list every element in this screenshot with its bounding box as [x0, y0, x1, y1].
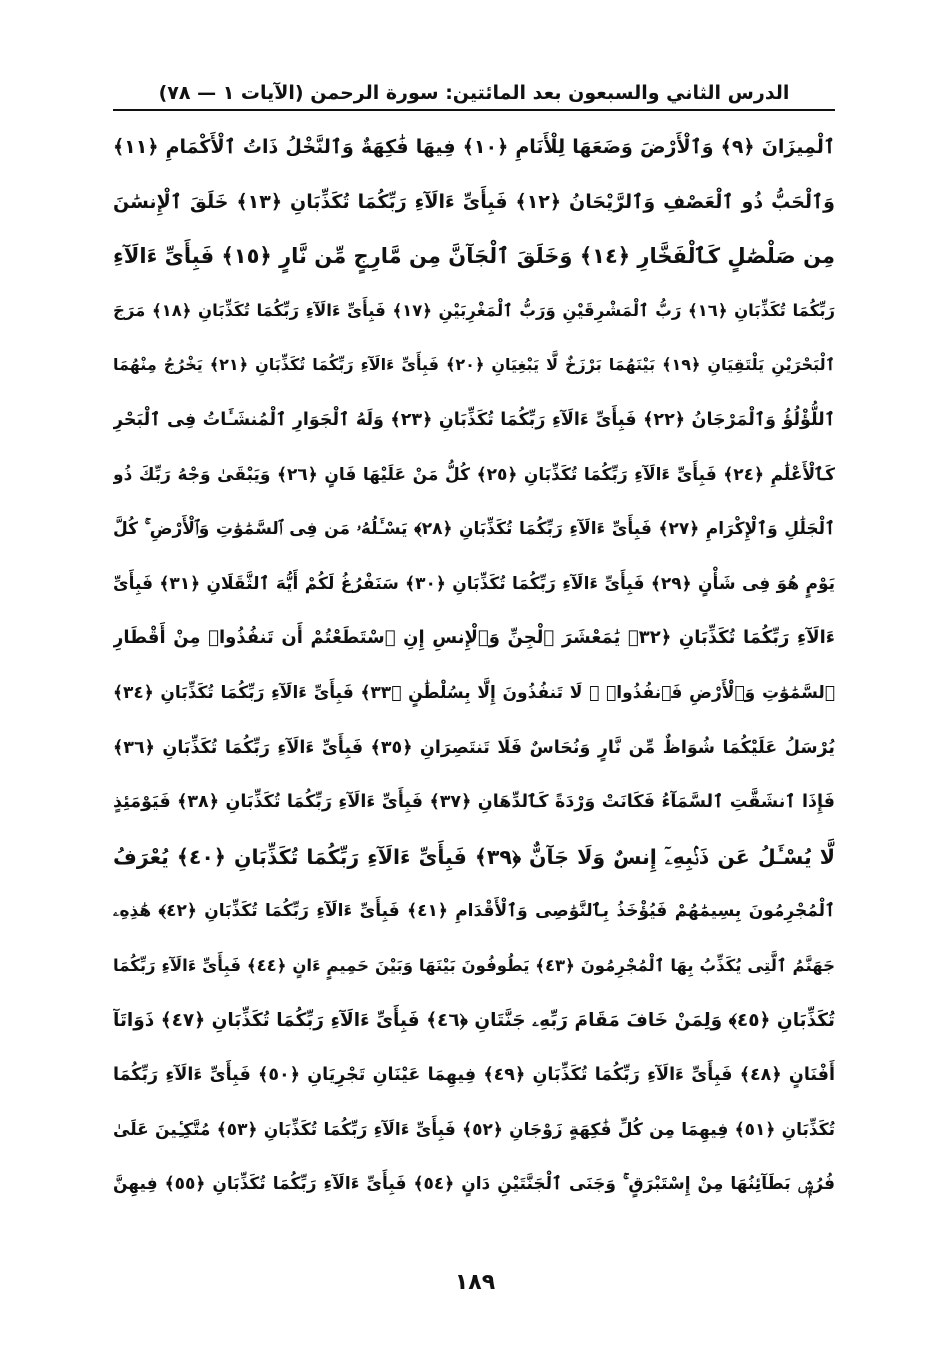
text-line: مِن صَلْصَٰلٍ كَٱلْفَخَّارِ ﴿١٤﴾ وَخَلَقَ ٱلْجَآنَّ مِن مَّارِجٍ مِّن نَّارٍ ﴿١٥﴾ فَبِأَىِّ ءَالَآءِ: [113, 244, 835, 269]
text-line: تُكَذِّبَانِ ﴿٤٥﴾ وَلِمَنْ خَافَ مَقَامَ رَبِّهِۦ جَنَّتَانِ ﴿٤٦﴾ فَبِأَىِّ ءَالَآءِ رَبِّكُمَا تُكَذِّبَانِ ﴿٤٧﴾ ذَوَاتَآ: [113, 1009, 835, 1031]
text-line: لَّا يُسْـَٔلُ عَن ذَنۢبِهِۦٓ إِنسٌ وَلَا جَآنٌّ ﴿٣٩﴾ فَبِأَىِّ ءَالَآءِ رَبِّكُمَا تُكَذِّبَانِ ﴿٤٠﴾ يُعْرَفُ: [113, 844, 835, 869]
text-line: ٱلْمُجْرِمُونَ بِسِيمَٰهُمْ فَيُؤْخَذُ بِٱلنَّوَٰصِى وَٱلْأَقْدَامِ ﴿٤١﴾ فَبِأَىِّ ءَالَآءِ رَبِّكُمَا تُكَذِّبَانِ ﴿٤٢﴾ هَٰذِهِۦ: [113, 901, 835, 922]
text-line: وَٱلْحَبُّ ذُو ٱلْعَصْفِ وَٱلرَّيْحَانُ ﴿١٢﴾ فَبِأَىِّ ءَالَآءِ رَبِّكُمَا تُكَذِّبَانِ ﴿١٣﴾ خَلَقَ ٱلْإِنسَٰنَ: [113, 190, 835, 213]
text-line: ٱلْمِيزَانَ ﴿٩﴾ وَٱلْأَرْضَ وَضَعَهَا لِلْأَنَامِ ﴿١٠﴾ فِيهَا فَٰكِهَةٌ وَٱلنَّخْلُ ذَاتُ ٱلْأَكْمَامِ ﴿١١﴾: [113, 136, 835, 158]
text-line: كَٱلْأَعْلَٰمِ ﴿٢٤﴾ فَبِأَىِّ ءَالَآءِ رَبِّكُمَا تُكَذِّبَانِ ﴿٢٥﴾ كُلُّ مَنْ عَلَيْهَا فَانٍ ﴿٢٦﴾ وَيَبْقَىٰ وَجْهُ رَبِّكَ ذُو: [113, 464, 835, 485]
text-line: أَفْنَانٍ ﴿٤٨﴾ فَبِأَىِّ ءَالَآءِ رَبِّكُمَا تُكَذِّبَانِ ﴿٤٩﴾ فِيهِمَا عَيْنَانِ تَجْرِيَانِ ﴿٥٠﴾ فَبِأَىِّ ءَالَآءِ رَبِّكُمَا: [113, 1065, 835, 1086]
text-line: ٱلْبَحْرَيْنِ يَلْتَقِيَانِ ﴿١٩﴾ بَيْنَهُمَا بَرْزَخٌ لَّا يَبْغِيَانِ ﴿٢٠﴾ فَبِأَىِّ ءَالَآءِ رَبِّكُمَا تُكَذِّبَانِ ﴿٢١﴾ يَخْرُجُ مِنْهُمَا: [113, 355, 835, 375]
text-line: تُكَذِّبَانِ ﴿٥١﴾ فِيهِمَا مِن كُلِّ فَٰكِهَةٍ زَوْجَانِ ﴿٥٢﴾ فَبِأَىِّ ءَالَآءِ رَبِّكُمَا تُكَذِّبَانِ ﴿٥٣﴾ مُتَّكِـِٔينَ عَلَىٰ: [113, 1119, 835, 1140]
text-line: يَوْمٍ هُوَ فِى شَأْنٍ ﴿٢٩﴾ فَبِأَىِّ ءَالَآءِ رَبِّكُمَا تُكَذِّبَانِ ﴿٣٠﴾ سَنَفْرُغُ لَكُمْ أَيُّهَ ٱلثَّقَلَانِ ﴿٣١﴾ فَبِأَىِّ: [113, 573, 835, 594]
text-line: فَإِذَا ٱنشَقَّتِ ٱلسَّمَآءُ فَكَانَتْ وَرْدَةً كَٱلدِّهَانِ ﴿٣٧﴾ فَبِأَىِّ ءَالَآءِ رَبِّكُمَا تُكَذِّبَانِ ﴿٣٨﴾ فَيَوْمَئِذٍ: [113, 792, 835, 813]
text-line: ٱلسَّمَٰوَٰتِ وَٱلْأَرْضِ فَٱنفُذُوا۟ ۚ لَا تَنفُذُونَ إِلَّا بِسُلْطَٰنٍ ﴿٣٣﴾ فَبِأَىِّ ءَالَآءِ رَبِّكُمَا تُكَذِّبَانِ ﴿٣٤﴾: [113, 682, 835, 703]
text-line: جَهَنَّمُ ٱلَّتِى يُكَذِّبُ بِهَا ٱلْمُجْرِمُونَ ﴿٤٣﴾ يَطُوفُونَ بَيْنَهَا وَبَيْنَ حَمِيمٍ ءَانٍ ﴿٤٤﴾ فَبِأَىِّ ءَالَآءِ رَبِّكُمَا: [113, 955, 835, 975]
text-line: يُرْسَلُ عَلَيْكُمَا شُوَاظٌ مِّن نَّارٍ وَنُحَاسٌ فَلَا تَنتَصِرَانِ ﴿٣٥﴾ فَبِأَىِّ ءَالَآءِ رَبِّكُمَا تُكَذِّبَانِ ﴿٣٦﴾: [113, 737, 835, 758]
surah-text-block: [113, 120, 835, 1212]
page-number: ١٨٩: [454, 1270, 496, 1295]
text-line: ءَالَآءِ رَبِّكُمَا تُكَذِّبَانِ ﴿٣٢﴾ يَٰمَعْشَرَ ٱلْجِنِّ وَٱلْإِنسِ إِنِ ٱسْتَطَعْتُمْ أَن تَنفُذُوا۟ مِنْ أَقْطَارِ: [113, 627, 835, 649]
header-divider: [113, 109, 835, 111]
page-header-title: الدرس الثاني والسبعون بعد المائتين: سورة الرحمن (الآيات ١ — ٧٨): [158, 82, 790, 104]
text-line: ٱللُّؤْلُؤُ وَٱلْمَرْجَانُ ﴿٢٢﴾ فَبِأَىِّ ءَالَآءِ رَبِّكُمَا تُكَذِّبَانِ ﴿٢٣﴾ وَلَهُ ٱلْجَوَارِ ٱلْمُنشَـَٔاتُ فِى ٱلْبَحْرِ: [113, 409, 835, 430]
text-line: ٱلْجَلَٰلِ وَٱلْإِكْرَامِ ﴿٢٧﴾ فَبِأَىِّ ءَالَآءِ رَبِّكُمَا تُكَذِّبَانِ ﴿٢٨﴾ يَسْـَٔلُهُۥ مَن فِى ٱلسَّمَٰوَٰتِ وَٱلْأَرْضِ ۚ كُلَّ: [113, 519, 835, 540]
text-line: فُرُشٍۭ بَطَآئِنُهَا مِنْ إِسْتَبْرَقٍ ۚ وَجَنَى ٱلْجَنَّتَيْنِ دَانٍ ﴿٥٤﴾ فَبِأَىِّ ءَالَآءِ رَبِّكُمَا تُكَذِّبَانِ ﴿٥٥﴾ فِيهِنَّ: [113, 1174, 835, 1195]
text-line: رَبِّكُمَا تُكَذِّبَانِ ﴿١٦﴾ رَبُّ ٱلْمَشْرِقَيْنِ وَرَبُّ ٱلْمَغْرِبَيْنِ ﴿١٧﴾ فَبِأَىِّ ءَالَآءِ رَبِّكُمَا تُكَذِّبَانِ ﴿١٨﴾ مَرَجَ: [113, 300, 835, 320]
